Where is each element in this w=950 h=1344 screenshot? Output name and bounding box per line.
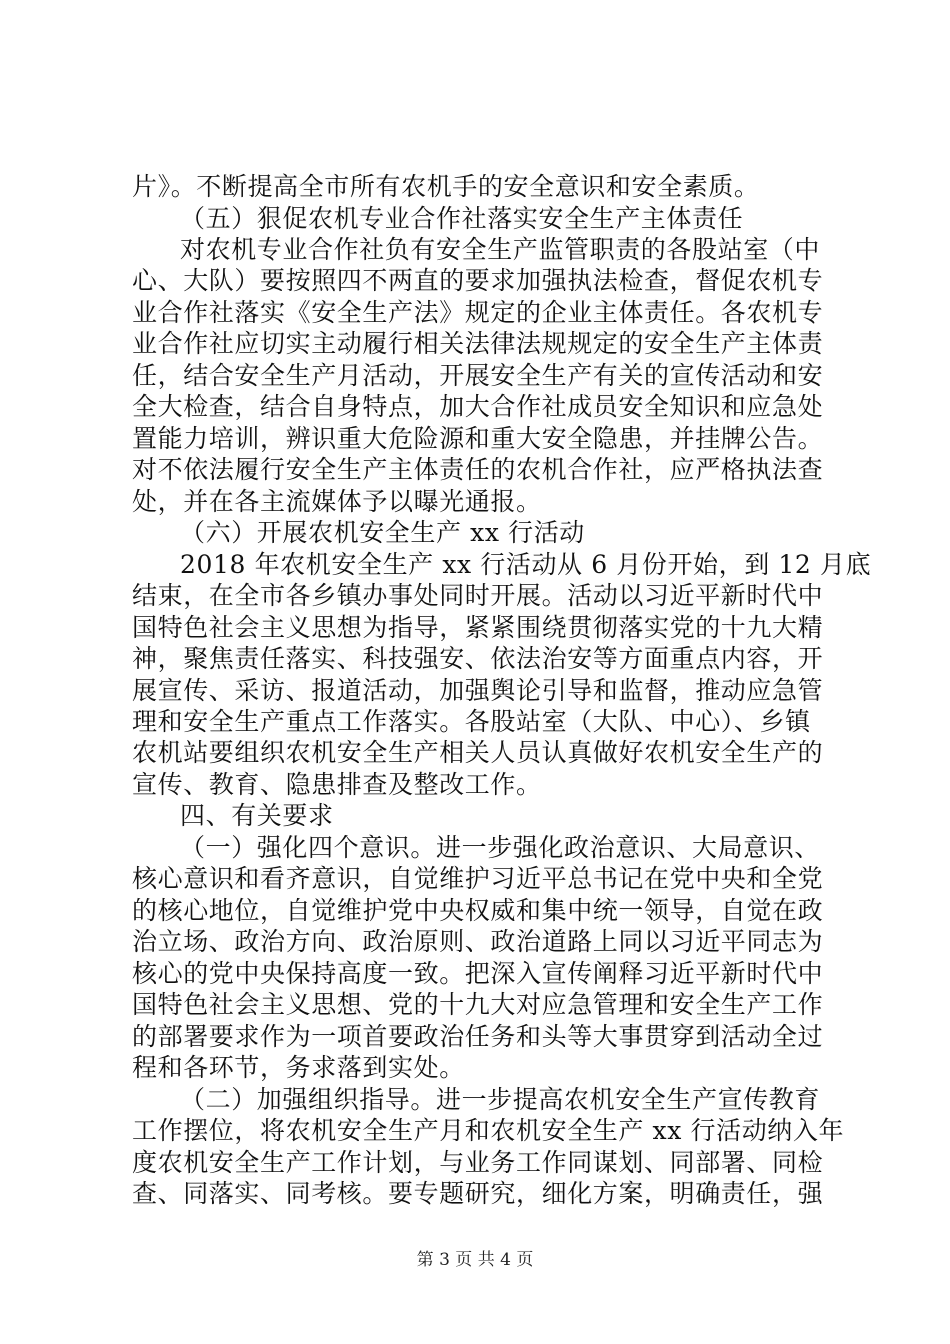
text-line: 对农机专业合作社负有安全生产监管职责的各股站室（中 — [180, 234, 821, 264]
text-line: 全大检查，结合自身特点，加大合作社成员安全知识和应急处 — [132, 392, 824, 422]
text-line: 片》。不断提高全市所有农机手的安全意识和安全素质。 — [132, 172, 760, 201]
text-line: 心、大队）要按照四不两直的要求加强执法检查，督促农机专 — [132, 266, 824, 296]
text-line: 农机站要组织农机安全生产相关人员认真做好农机安全生产的 — [132, 738, 824, 768]
text-line: 国特色社会主义思想、党的十九大对应急管理和安全生产工作 — [132, 990, 824, 1020]
text-line: 治立场、政治方向、政治原则、政治道路上同以习近平同志为 — [132, 927, 824, 957]
text-line: 理和安全生产重点工作落实。各股站室（大队、中心）、乡镇 — [132, 707, 811, 736]
text-line: 展宣传、采访、报道活动，加强舆论引导和监督，推动应急管 — [132, 675, 824, 705]
text-line: 处，并在各主流媒体予以曝光通报。 — [132, 486, 542, 516]
text-line: 核心意识和看齐意识，自觉维护习近平总书记在党中央和全党 — [132, 864, 824, 894]
page-number-footer: 第 3 页 共 4 页 — [416, 1250, 534, 1270]
text-line: 神，聚焦责任落实、科技强安、依法治安等方面重点内容，开 — [132, 644, 824, 673]
text-line: （一）强化四个意识。进一步强化政治意识、大局意识、 — [180, 832, 821, 862]
text-line: 度农机安全生产工作计划，与业务工作同谋划、同部署、同检 — [132, 1147, 824, 1177]
text-line: 的部署要求作为一项首要政治任务和头等大事贯穿到活动全过 — [132, 1021, 824, 1051]
text-line: 置能力培训，辨识重大危险源和重大安全隐患，并挂牌公告。 — [132, 423, 824, 453]
text-line: 2018 年农机安全生产 xx 行活动从 6 月份开始，到 12 月底 — [180, 549, 872, 579]
text-line: 对不依法履行安全生产主体责任的农机合作社，应严格执法查 — [132, 455, 824, 485]
section-heading-requirements: 四、有关要求 — [180, 801, 334, 831]
text-line: 查、同落实、同考核。要专题研究，细化方案，明确责任，强 — [132, 1179, 824, 1208]
text-line: 的核心地位，自觉维护党中央权威和集中统一领导，自觉在政 — [132, 895, 824, 925]
text-line: 宣传、教育、隐患排查及整改工作。 — [132, 769, 542, 799]
section-heading-6: （六）开展农机安全生产 xx 行活动 — [180, 518, 585, 548]
text-line: 业合作社落实《安全生产法》规定的企业主体责任。各农机专 — [132, 297, 824, 327]
text-line: 业合作社应切实主动履行相关法律法规规定的安全生产主体责 — [132, 329, 824, 359]
text-line: 程和各环节，务求落到实处。 — [132, 1053, 465, 1083]
text-line: 国特色社会主义思想为指导，紧紧围绕贯彻落实党的十九大精 — [132, 612, 824, 642]
text-line: 结束，在全市各乡镇办事处同时开展。活动以习近平新时代中 — [132, 581, 824, 611]
text-line: 核心的党中央保持高度一致。把深入宣传阐释习近平新时代中 — [132, 958, 824, 988]
text-line: 工作摆位，将农机安全生产月和农机安全生产 xx 行活动纳入年 — [132, 1116, 845, 1146]
text-line: 任，结合安全生产月活动，开展安全生产有关的宣传活动和安 — [132, 360, 824, 390]
section-heading-5: （五）狠促农机专业合作社落实安全生产主体责任 — [180, 203, 744, 233]
text-line: （二）加强组织指导。进一步提高农机安全生产宣传教育 — [180, 1084, 821, 1114]
